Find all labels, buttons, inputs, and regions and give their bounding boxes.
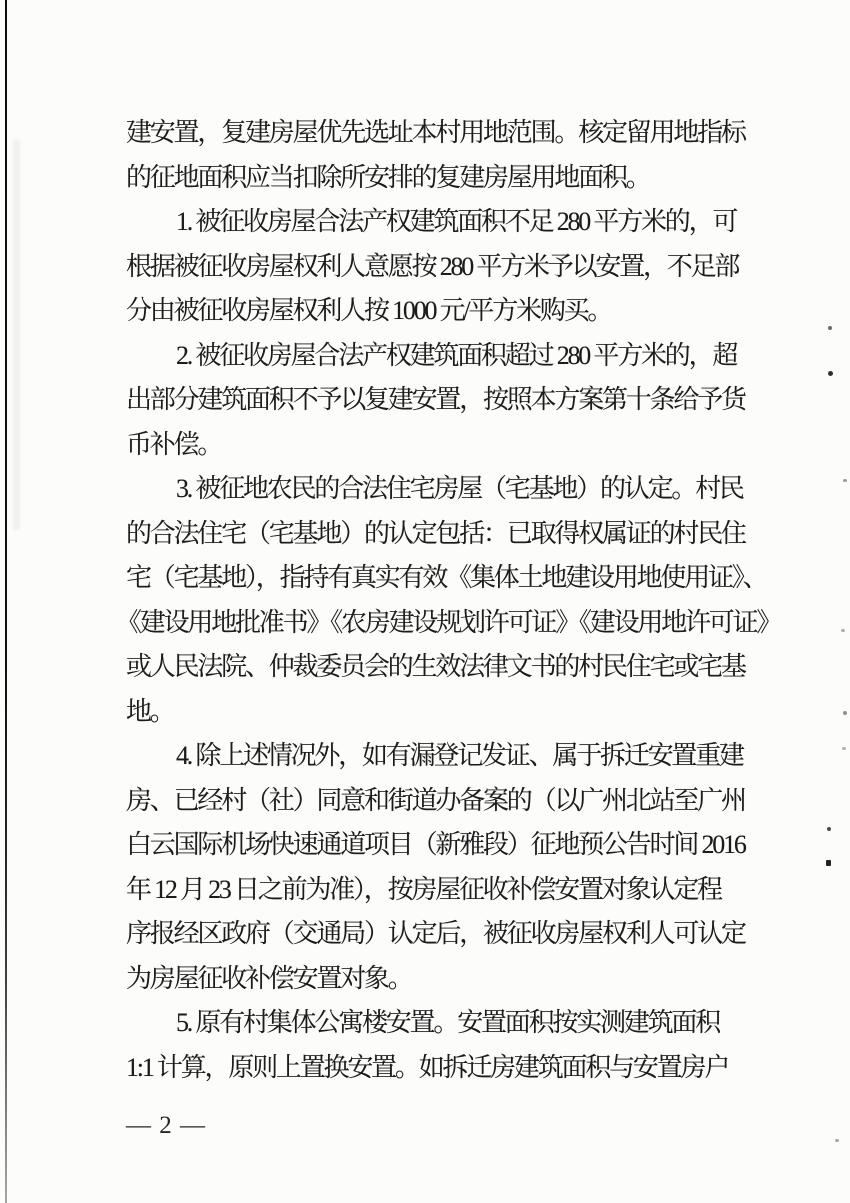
text-line: 年 12 月 23 日之前为准），按房屋征收补偿安置对象认定程 <box>126 874 721 904</box>
scan-speck <box>827 827 831 831</box>
text-line: 建安置，复建房屋优先选址本村用地范围。核定留用地指标 <box>126 118 745 147</box>
scan-edge-line <box>5 0 7 1203</box>
text-line: 分由被征收房屋权利人按 1000 元/平方米购买。 <box>126 296 612 325</box>
scan-speck <box>828 371 833 376</box>
scan-smudge <box>13 140 20 530</box>
text-line: 地。 <box>126 696 174 726</box>
text-line: 1:1 计算，原则上置换安置。如拆迁房建筑面积与安置房户 <box>126 1052 729 1082</box>
scan-speck <box>835 1139 839 1142</box>
text-line: 《建设用地批准书》《农房建设规划许可证》《建设用地许可证》 <box>116 607 781 637</box>
text-line: 5. 原有村集体公寓楼安置。安置面积按实测建筑面积 <box>176 1008 720 1037</box>
text-line: 出部分建筑面积不予以复建安置，按照本方案第十条给予货 <box>126 385 745 414</box>
text-line: 白云国际机场快速通道项目（新雅段）征地预公告时间 2016 <box>126 830 745 859</box>
text-line: 币补偿。 <box>126 429 222 459</box>
text-line: 2. 被征收房屋合法产权建筑面积超过 280 平方米的，超 <box>176 340 737 370</box>
text-line: 1. 被征收房屋合法产权建筑面积不足 280 平方米的，可 <box>176 207 737 236</box>
text-line: 或人民法院、仲裁委员会的生效法律文书的村民住宅或宅基 <box>126 652 745 681</box>
document-body <box>116 111 781 1090</box>
scan-speck <box>841 629 845 632</box>
scan-speck <box>842 747 846 750</box>
text-line: 宅（宅基地），指持有真实有效《集体土地建设用地使用证》、 <box>126 563 767 592</box>
text-line: 房、已经村（社）同意和街道办备案的（以广州北站至广州 <box>126 785 745 815</box>
text-line: 3. 被征地农民的合法住宅房屋（宅基地）的认定。村民 <box>176 474 743 503</box>
scan-speck <box>843 711 847 715</box>
text-line: 4. 除上述情况外，如有漏登记发证、属于拆迁安置重建 <box>176 741 743 770</box>
scan-speck <box>843 479 847 482</box>
text-line: 为房屋征收补偿安置对象。 <box>126 963 412 993</box>
scan-speck <box>826 860 831 866</box>
text-line: 的合法住宅（宅基地）的认定包括：已取得权属证的村民住 <box>126 518 745 548</box>
text-line: 根据被征收房屋权利人意愿按 280 平方米予以安置，不足部 <box>126 251 739 281</box>
text-line: 的征地面积应当扣除所安排的复建房屋用地面积。 <box>126 162 650 192</box>
scan-speck <box>828 326 832 330</box>
page-number: — 2 — <box>126 1112 206 1139</box>
text-line: 序报经区政府（交通局）认定后，被征收房屋权利人可认定 <box>126 919 745 948</box>
